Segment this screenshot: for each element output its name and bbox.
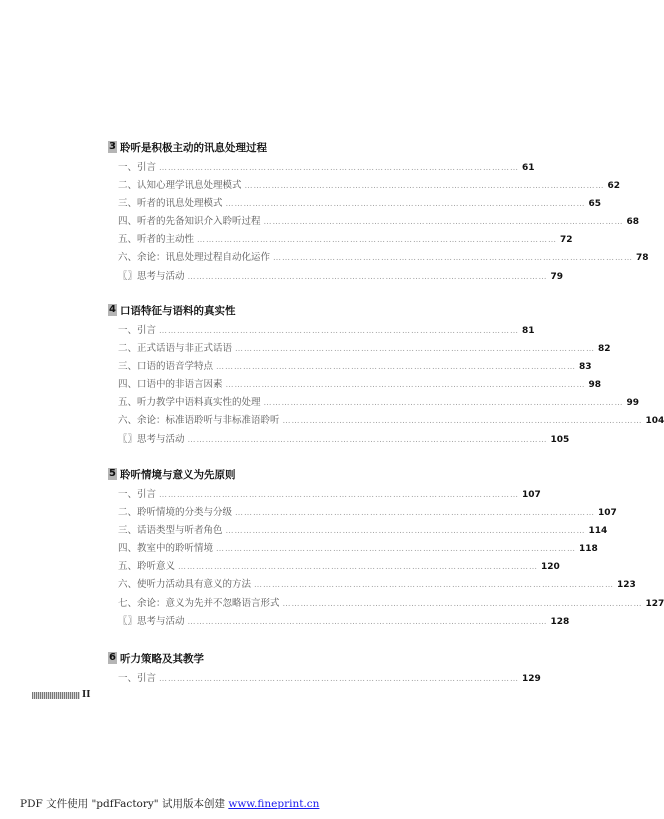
toc-entry-page: 61	[522, 163, 535, 173]
toc-entry[interactable]	[118, 486, 541, 504]
leader-dots: …………………………………………………………………………………………………………	[235, 508, 596, 518]
toc-entry[interactable]	[118, 213, 640, 231]
leader-dots: …………………………………………………………………………………………………………	[187, 434, 548, 444]
leader-dots: …………………………………………………………………………………………………………	[282, 598, 643, 608]
toc-entry-label: 一、引言	[118, 162, 157, 173]
footer-link[interactable]: www.fineprint.cn	[228, 798, 320, 810]
chapter-heading	[108, 650, 478, 666]
leader-dots: …………………………………………………………………………………………………………	[216, 544, 577, 554]
toc-entry[interactable]	[118, 522, 608, 540]
leader-dots: …………………………………………………………………………………………………………	[254, 580, 615, 590]
toc-entry-page: 68	[626, 217, 640, 228]
toc-entries	[118, 486, 664, 631]
toc-entry-page: 83	[579, 362, 592, 373]
page-folio	[32, 690, 90, 700]
toc-entry[interactable]	[118, 576, 636, 594]
toc-entry[interactable]	[118, 249, 649, 267]
toc-entry-page: 78	[636, 253, 649, 264]
chapter-title: 聆听情境与意义为先原则	[120, 468, 236, 481]
chapter-heading	[108, 466, 478, 482]
leader-dots: …………………………………………………………………………………………………………	[197, 235, 558, 245]
toc-entry-label: 五、听力教学中语料真实性的处理	[118, 397, 261, 409]
chapter-title: 口语特征与语料的真实性	[120, 304, 236, 317]
toc-entry-label: 一、引言	[118, 325, 157, 336]
toc-entry-label: 五、聆听意义	[118, 561, 176, 573]
toc-entry-page: 128	[550, 616, 570, 627]
toc-entry-page: 62	[607, 181, 621, 192]
toc-entry-page: 127	[645, 598, 664, 609]
toc-entry-page: 118	[579, 544, 598, 555]
toc-entry[interactable]	[118, 595, 664, 613]
toc-entry[interactable]	[118, 558, 560, 576]
leader-dots: …………………………………………………………………………………………………………	[159, 674, 520, 683]
toc-entry-label: 〖〗思考与活动	[118, 433, 185, 445]
leader-dots: …………………………………………………………………………………………………………	[159, 326, 520, 335]
toc-entry[interactable]	[118, 504, 617, 522]
toc-entry-page: 65	[588, 199, 602, 210]
leader-dots: …………………………………………………………………………………………………………	[216, 362, 577, 372]
toc-entry-page: 123	[617, 580, 636, 591]
leader-dots: …………………………………………………………………………………………………………	[235, 344, 596, 354]
toc-entry-label: 二、聆听情境的分类与分级	[118, 507, 233, 519]
toc-entry[interactable]	[118, 376, 602, 394]
toc-entry[interactable]	[118, 613, 570, 631]
leader-dots: …………………………………………………………………………………………………………	[159, 163, 520, 172]
toc-entry-label: 四、口语中的非语言因素	[118, 379, 223, 391]
toc-entry-label: 四、教室中的聆听情境	[118, 543, 214, 555]
toc-entry-label: 三、话语类型与听者角色	[118, 525, 223, 537]
toc-entry-page: 107	[522, 490, 541, 500]
leader-dots: …………………………………………………………………………………………………………	[282, 416, 643, 426]
leader-dots: …………………………………………………………………………………………………………	[187, 271, 548, 281]
leader-dots: …………………………………………………………………………………………………………	[225, 199, 586, 209]
toc-entry-page: 99	[626, 398, 640, 409]
toc-entry-label: 〖〗思考与活动	[118, 615, 185, 627]
toc-entry-label: 三、口语的语音学特点	[118, 361, 214, 373]
toc-entry[interactable]	[118, 394, 640, 412]
toc-entry[interactable]	[118, 195, 602, 213]
toc-entry-page: 107	[598, 508, 617, 519]
leader-dots: …………………………………………………………………………………………………………	[263, 217, 624, 227]
toc-entry[interactable]	[118, 159, 535, 177]
chapter-heading	[108, 139, 478, 155]
toc-entry-label: 一、引言	[118, 673, 157, 684]
toc-entry-page: 81	[522, 326, 535, 336]
footer-text: PDF 文件使用 "pdfFactory" 试用版本创建	[20, 798, 229, 810]
chapter-heading	[108, 302, 478, 318]
chapter-number-badge: 5	[109, 468, 116, 479]
toc-entry-page: 114	[588, 526, 608, 537]
toc-entry-label: 四、听者的先备知识介入聆听过程	[118, 216, 261, 228]
toc-entry-label: 六、余论：讯息处理过程自动化运作	[118, 252, 271, 264]
toc-entry-page: 105	[550, 434, 570, 445]
chapter-number-badge: 3	[109, 141, 116, 152]
toc-entry-page: 104	[645, 416, 664, 427]
toc-entry[interactable]	[118, 412, 664, 430]
toc-entry[interactable]	[118, 177, 621, 195]
leader-dots: …………………………………………………………………………………………………………	[263, 398, 624, 408]
toc-entry-label: 六、使听力活动具有意义的方法	[118, 579, 252, 591]
toc-entry-label: 五、听者的主动性	[118, 234, 195, 246]
chapter-5	[108, 466, 664, 631]
toc-entry[interactable]	[118, 322, 535, 340]
toc-entry-page: 120	[541, 562, 560, 573]
toc-entry-label: 二、认知心理学讯息处理模式	[118, 180, 242, 192]
folio-decoration-bar	[32, 692, 80, 699]
toc-entry-label: 〖〗思考与活动	[118, 270, 185, 282]
toc-entry-label: 一、引言	[118, 489, 157, 500]
toc-entry-label: 二、正式话语与非正式话语	[118, 343, 233, 355]
pdf-watermark-footer	[20, 796, 319, 811]
leader-dots: …………………………………………………………………………………………………………	[273, 253, 634, 263]
toc-entry[interactable]	[118, 540, 598, 558]
toc-entry-page: 129	[522, 674, 541, 684]
toc-entry[interactable]	[118, 231, 573, 249]
leader-dots: …………………………………………………………………………………………………………	[159, 490, 520, 499]
chapter-6	[108, 650, 541, 688]
leader-dots: …………………………………………………………………………………………………………	[225, 380, 586, 390]
toc-entry-label: 三、听者的讯息处理模式	[118, 198, 223, 210]
toc-entry[interactable]	[118, 340, 611, 358]
leader-dots: …………………………………………………………………………………………………………	[187, 616, 548, 626]
chapter-number-badge: 4	[109, 304, 116, 315]
toc-entries	[118, 159, 649, 286]
toc-entry-page: 72	[560, 235, 573, 246]
chapter-4	[108, 302, 664, 449]
toc-entry-page: 98	[588, 380, 602, 391]
chapter-3	[108, 139, 649, 286]
leader-dots: …………………………………………………………………………………………………………	[244, 181, 605, 191]
chapter-number-badge: 6	[109, 652, 116, 663]
chapter-title: 聆听是积极主动的讯息处理过程	[120, 141, 267, 154]
toc-entry[interactable]	[118, 431, 570, 449]
toc-entry-label: 七、余论：意义为先并不忽略语言形式	[118, 597, 280, 609]
toc-entry[interactable]	[118, 268, 564, 286]
toc-entry-page: 79	[550, 271, 564, 282]
chapter-title: 听力策略及其教学	[120, 652, 204, 665]
toc-entry[interactable]	[118, 670, 541, 688]
leader-dots: …………………………………………………………………………………………………………	[178, 562, 539, 572]
toc-entry-label: 六、余论：标准语聆听与非标准语聆听	[118, 415, 280, 427]
folio-number: II	[82, 690, 91, 700]
toc-entry-page: 82	[598, 344, 611, 355]
toc-entries	[118, 322, 664, 449]
leader-dots: …………………………………………………………………………………………………………	[225, 526, 586, 536]
toc-entries	[118, 670, 541, 688]
toc-entry[interactable]	[118, 358, 592, 376]
